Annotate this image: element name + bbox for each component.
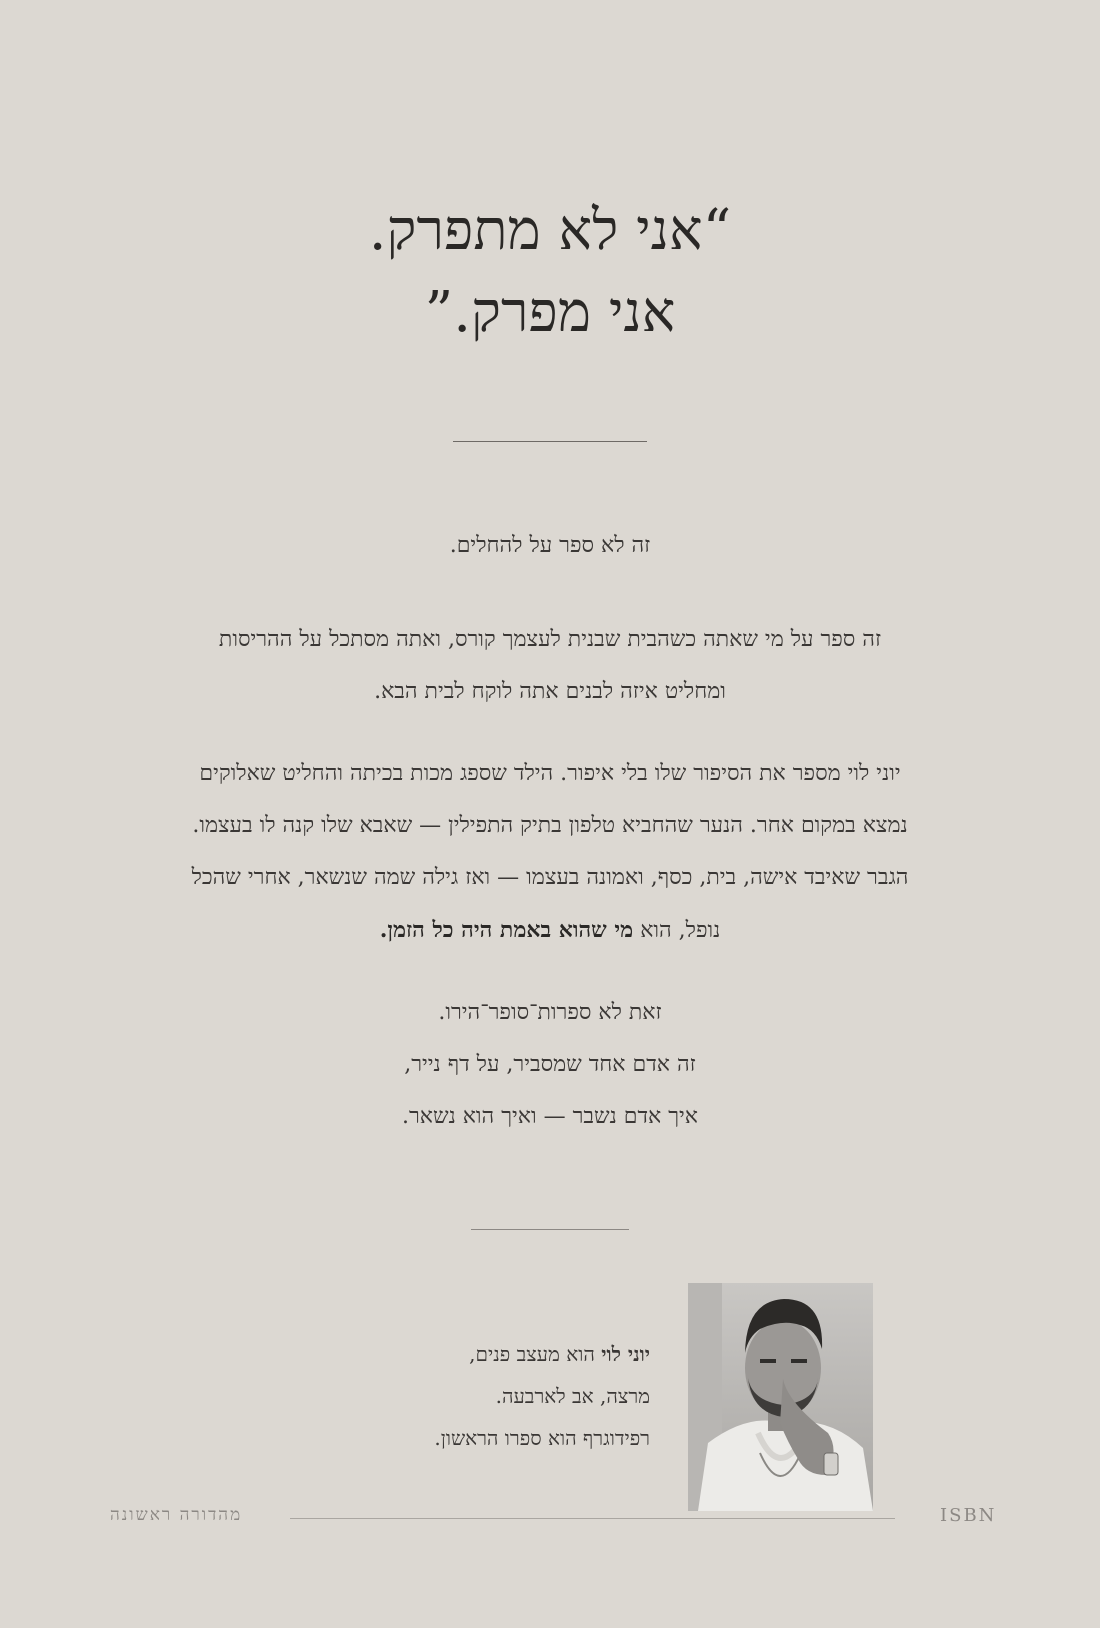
blurb-p4-line-2: זה אדם אחד שמסביר, על דף נייר, [404, 1052, 696, 1077]
quote-line-2: אני מפרק.” [424, 280, 676, 345]
bio-line-2: מרצה, אב לארבעה. [495, 1384, 650, 1408]
blurb-p3-emphasis: מי שהוא באמת היה כל הזמן. [379, 917, 634, 943]
divider-top [453, 441, 647, 442]
blurb-paragraph-3 [110, 748, 990, 957]
divider-bottom [290, 1518, 895, 1519]
blurb-p2-line-2: ומחליט איזה לבנים אתה לוקח לבית הבא. [374, 679, 726, 704]
blurb-p2-line-1: זה ספר על מי שאתה כשהבית שבנית לעצמך קורס, ואתה מסתכל על ההריסות [218, 627, 882, 652]
blurb-p4-line-1: זאת לא ספרות־סופר־הירו. [438, 1000, 662, 1025]
blurb-p3-line-3: הגבר שאיבד אישה, בית, כסף, ואמונה בעצמו — ואז גילה שמה שנשאר, אחרי שהכל [191, 865, 909, 890]
author-name: יוני לוי [601, 1342, 650, 1366]
bio-line-1-rest: הוא מעצב פנים, [469, 1342, 595, 1366]
blurb-paragraph-1: זה לא ספר על להחלים. [449, 533, 651, 558]
bio-line-3: רפידוגרף הוא ספרו הראשון. [434, 1426, 650, 1450]
author-bio [300, 1333, 650, 1459]
bio-line-1 [300, 1333, 650, 1375]
edition-label: מהדורה ראשונה [110, 1505, 243, 1525]
quote-line-1: “אני לא מתפרק. [368, 198, 732, 263]
blurb-paragraph-2 [110, 614, 990, 718]
isbn-label: ISBN [940, 1505, 997, 1526]
author-photo [688, 1283, 873, 1511]
blurb-p3-line-4: נופל, הוא [640, 918, 721, 943]
blurb [110, 520, 990, 1143]
blurb-p3-line-2: נמצא במקום אחר. הנער שהחביא טלפון בתיק התפילין — שאבא שלו קנה לו בעצמו. [192, 813, 908, 838]
divider-middle [471, 1229, 629, 1230]
blurb-paragraph-4 [110, 987, 990, 1143]
blurb-p3-line-1: יוני לוי מספר את הסיפור שלו בלי איפור. הילד שספג מכות בכיתה והחליט שאלוקים [199, 761, 901, 786]
back-cover-quote [0, 190, 1100, 354]
blurb-p4-line-3: איך אדם נשבר — ואיך הוא נשאר. [401, 1104, 698, 1129]
